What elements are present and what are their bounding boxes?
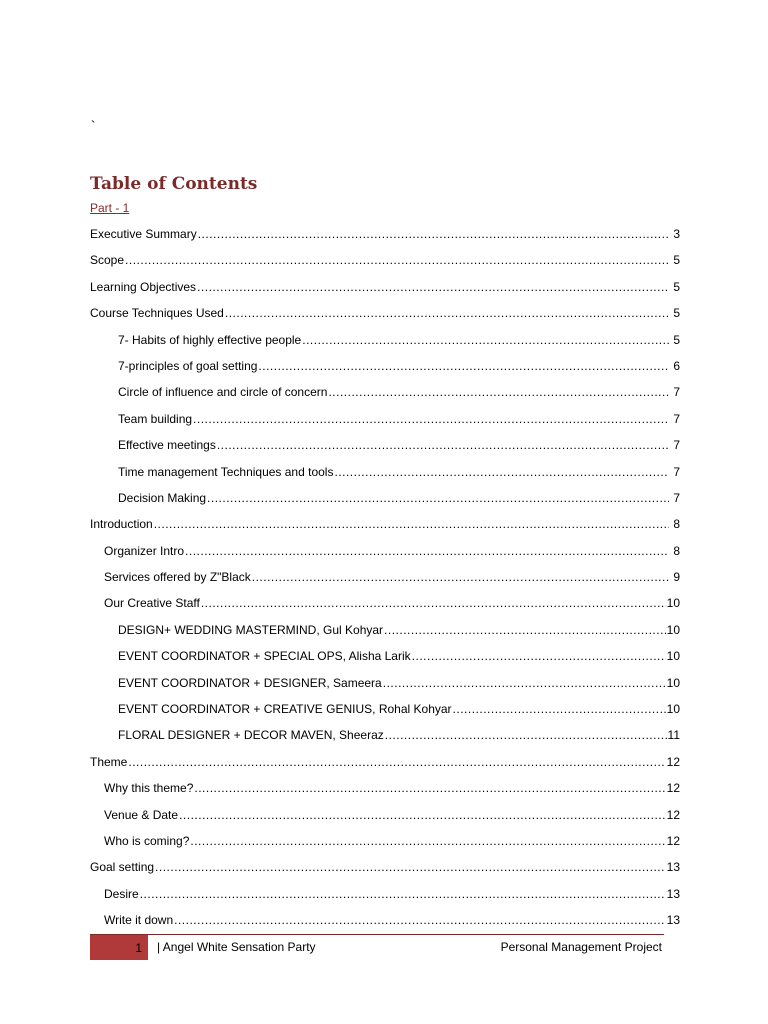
toc-entry[interactable] [90, 881, 680, 907]
dot-leader [217, 432, 669, 458]
footer-page-number: 1 [135, 940, 142, 955]
toc-entry[interactable] [90, 485, 680, 511]
toc-entry-page: 10 [666, 649, 680, 664]
dot-leader [174, 907, 666, 933]
dot-leader [207, 485, 669, 511]
toc-entry-title: Who is coming? [104, 833, 190, 848]
toc-entry[interactable] [90, 802, 680, 828]
toc-entry-page: 12 [666, 781, 680, 796]
toc-entry[interactable] [90, 406, 680, 432]
toc-entry[interactable] [90, 775, 680, 801]
toc-entry[interactable] [90, 854, 680, 880]
dot-leader [383, 670, 666, 696]
toc-entry[interactable] [90, 274, 680, 300]
toc-entry-title: Desire [104, 886, 139, 901]
toc-entry-title: Venue & Date [104, 807, 179, 822]
dot-leader [128, 749, 665, 775]
toc-entry-page: 8 [673, 517, 680, 532]
toc-entry-title: EVENT COORDINATOR + DESIGNER, Sameera [118, 675, 382, 690]
toc-entry-title: DESIGN+ WEDDING MASTERMIND, Gul Kohyar [118, 622, 384, 637]
toc-entry-title: 7- Habits of highly effective people [118, 332, 302, 347]
toc-entry-title: Learning Objectives [90, 279, 197, 294]
toc-entry-title: Theme [90, 754, 128, 769]
toc-entry-page: 10 [666, 622, 680, 637]
toc-entry-title: Write it down [104, 913, 174, 928]
toc-entry-page: 10 [666, 675, 680, 690]
toc-entry[interactable] [90, 564, 680, 590]
dot-leader [385, 722, 667, 748]
toc-entry[interactable] [90, 617, 680, 643]
toc-entry-page: 12 [666, 807, 680, 822]
toc-entry-title: Circle of influence and circle of concern [118, 385, 328, 400]
dot-leader [190, 828, 665, 854]
dot-leader [155, 854, 666, 880]
part-heading-link[interactable]: Part - 1 [90, 201, 130, 215]
toc-entry-page: 5 [673, 279, 680, 294]
dot-leader [453, 696, 666, 722]
dot-leader [201, 590, 666, 616]
dot-leader [412, 643, 666, 669]
footer-project-name: Personal Management Project [500, 940, 662, 954]
toc-entry-page: 11 [667, 728, 680, 743]
toc-entry-title: 7-principles of goal setting [118, 358, 258, 373]
toc-entry[interactable] [90, 511, 680, 537]
dot-leader [193, 406, 669, 432]
toc-entry-page: 3 [673, 227, 680, 241]
toc-entry-page: 5 [673, 306, 680, 321]
dot-leader [384, 617, 666, 643]
toc-entry-title: Decision Making [118, 490, 207, 505]
dot-leader [198, 221, 669, 247]
toc-entry[interactable] [90, 327, 680, 353]
toc-entry-title: Time management Techniques and tools [118, 464, 334, 479]
dot-leader [140, 881, 666, 907]
toc-entry-page: 10 [666, 702, 680, 717]
toc-entry[interactable] [90, 379, 680, 405]
toc-entry-page: 5 [673, 332, 680, 347]
dot-leader [197, 274, 669, 300]
dot-leader [334, 459, 669, 485]
toc-entry-page: 7 [673, 464, 680, 479]
toc-entry-page: 10 [666, 596, 680, 611]
toc-entry-page: 12 [666, 754, 680, 769]
dot-leader [194, 775, 665, 801]
dot-leader [185, 538, 669, 564]
toc-entry[interactable] [90, 459, 680, 485]
toc-entry-page: 5 [673, 253, 680, 268]
toc-entry[interactable] [90, 221, 680, 247]
toc-entry-page: 6 [673, 358, 680, 373]
footer-divider [90, 934, 664, 935]
toc-entry[interactable] [90, 670, 680, 696]
toc-entry-title: Our Creative Staff [104, 596, 200, 611]
toc-entry-title: Introduction [90, 517, 153, 532]
toc-entry-title: Goal setting [90, 860, 155, 875]
toc-entry-title: Executive Summary [90, 227, 197, 241]
toc-entry-title: Effective meetings [118, 438, 216, 453]
dot-leader [154, 511, 669, 537]
toc-entry[interactable] [90, 353, 680, 379]
toc-entry[interactable] [90, 300, 680, 326]
toc-entry-page: 13 [666, 886, 680, 901]
toc-entry[interactable] [90, 696, 680, 722]
dot-leader [258, 353, 669, 379]
toc-entry[interactable] [90, 432, 680, 458]
toc-entry[interactable] [90, 538, 680, 564]
toc-entry-page: 7 [673, 438, 680, 453]
toc-entry-title: EVENT COORDINATOR + SPECIAL OPS, Alisha Larik [118, 649, 411, 664]
toc-entry-page: 12 [666, 833, 680, 848]
dot-leader [252, 564, 669, 590]
toc-entry-title: Course Techniques Used [90, 306, 224, 321]
dot-leader [328, 379, 669, 405]
toc-entry[interactable] [90, 643, 680, 669]
toc-entry-title: Organizer Intro [104, 543, 185, 558]
toc-entry-page: 9 [673, 570, 680, 585]
toc-entry-page: 7 [673, 411, 680, 426]
toc-entry[interactable] [90, 749, 680, 775]
dot-leader [225, 300, 669, 326]
toc-entry-title: Team building [118, 411, 193, 426]
toc-entry-title: FLORAL DESIGNER + DECOR MAVEN, Sheeraz [118, 728, 384, 743]
toc-entry-title: EVENT COORDINATOR + CREATIVE GENIUS, Rohal Kohyar [118, 702, 452, 717]
toc-entry-title: Why this theme? [104, 781, 194, 796]
toc-entry[interactable] [90, 722, 680, 748]
toc-entry-page: 13 [666, 860, 680, 875]
toc-entry[interactable] [90, 907, 680, 933]
dot-leader [302, 327, 669, 353]
toc-entry[interactable] [90, 828, 680, 854]
toc-entry-title: Scope [90, 253, 125, 268]
toc-list [90, 221, 680, 934]
toc-entry-page: 7 [673, 385, 680, 400]
toc-title: Table of Contents [90, 174, 258, 194]
dot-leader [179, 802, 666, 828]
dot-leader [125, 247, 669, 273]
footer-document-title: | Angel White Sensation Party [157, 940, 316, 954]
toc-entry-page: 7 [673, 490, 680, 505]
toc-entry[interactable] [90, 590, 680, 616]
toc-entry[interactable] [90, 247, 680, 273]
toc-entry-page: 8 [673, 543, 680, 558]
stray-character: ` [91, 118, 96, 133]
footer-page-box [90, 935, 148, 960]
toc-entry-title: Services offered by Z"Black [104, 570, 251, 585]
toc-entry-page: 13 [666, 913, 680, 928]
